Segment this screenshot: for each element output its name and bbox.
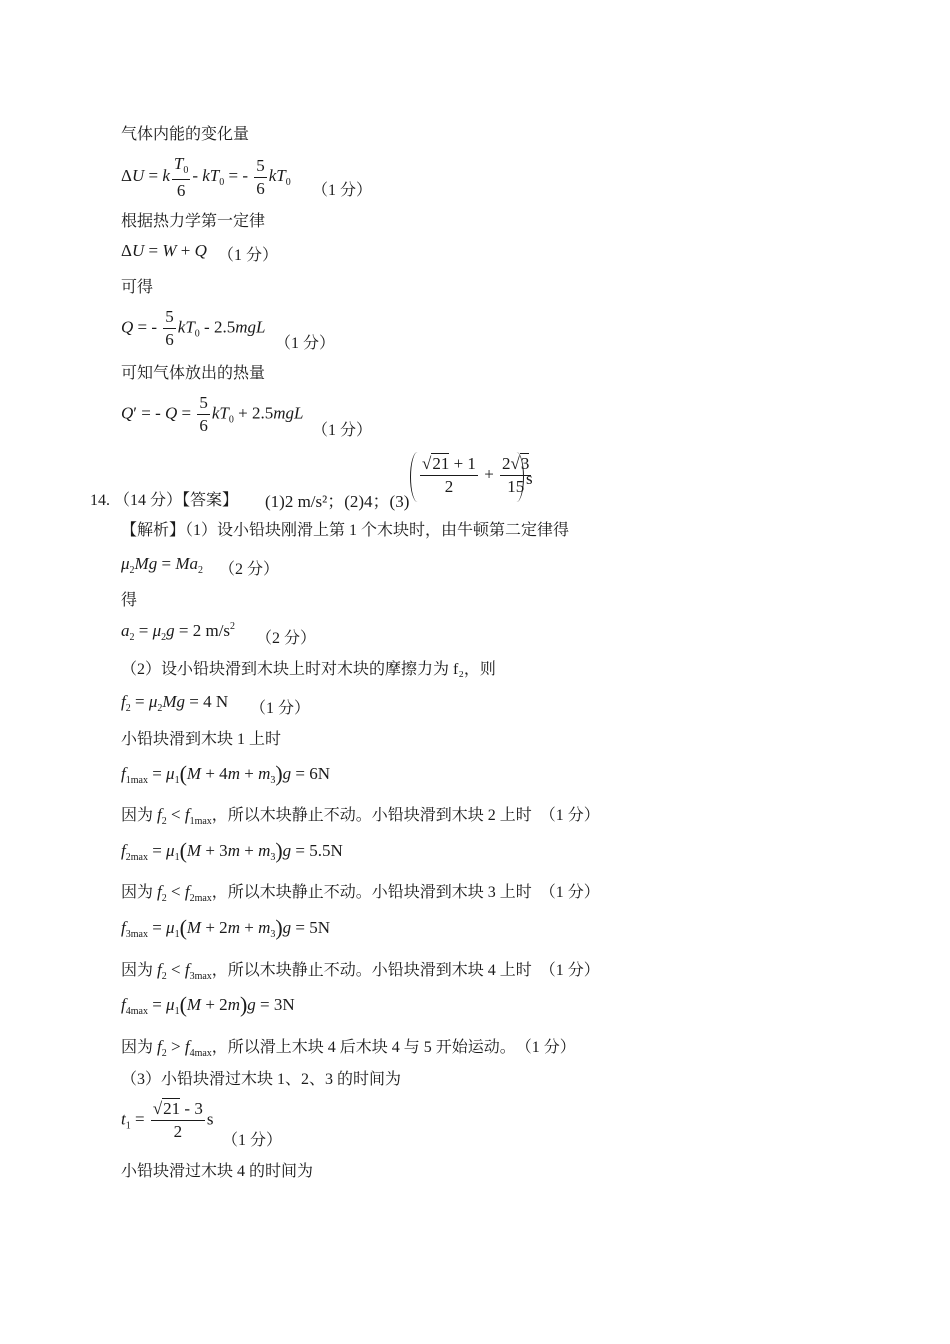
- text-internal-energy-change: 气体内能的变化量: [121, 126, 250, 143]
- equation-f1max: $f_{1max} = \mu_1(M + 4m + m_3)g = 6N$: [121, 761, 331, 786]
- analysis-part1: 【解析】（1）设小铅块刚滑上第 1 个木块时，由牛顿第二定律得: [121, 522, 570, 539]
- equation-a2: $a_2 = \mu_2g = 2$ $m/s^2$: [121, 621, 236, 643]
- score-label: （2 分）: [219, 561, 280, 578]
- equation-q-prime: Q′ = - Q = $\frac{5}{6}$ $kT_0 + 2.5mgL$: [121, 393, 304, 435]
- comparison-line-2: 因为 $f_2 < f_{2max}$，所以木块静止不动。小铅块滑到木块 3 上时 （1 分）: [121, 882, 600, 904]
- comparison-text: ，所以木块静止不动。小铅块滑到木块 2 上时 （1 分）: [211, 807, 600, 824]
- score-label: （1 分）: [312, 182, 373, 199]
- score-label: （1 分）: [312, 422, 373, 439]
- equation-f2max: $f_{2max} = \mu_1(M + 3m + m_3)g = 5.5N$: [121, 838, 343, 863]
- text-de: 得: [121, 592, 138, 609]
- question-14-answer: (1)2 m/s²；(2)4；(3): [265, 492, 410, 511]
- score-label: （1 分）: [222, 1132, 283, 1149]
- comparison-text: ，所以木块静止不动。小铅块滑到木块 3 上时 （1 分）: [211, 884, 600, 901]
- equation-t1: $t_1$ = $\frac{√21 - 3}{2}$ s: [121, 1099, 214, 1141]
- analysis-part2: （2）设小铅块滑到木块上时对木块的摩擦力为 f₂，则: [121, 661, 496, 678]
- equation-q: Q = - $\frac{5}{6}$ $kT_0 - 2.5mgL$: [121, 307, 266, 349]
- equation-f2: $f_2 = \mu_2Mg = 4$ N: [121, 692, 229, 714]
- comparison-line-3: 因为 $f_2 < f_{3max}$，所以木块静止不动。小铅块滑到木块 4 上时 （1 分）: [121, 960, 600, 982]
- text-slide-block1: 小铅块滑到木块 1 上时: [121, 731, 282, 748]
- comparison-line-1: 因为 $f_2 < f_{1max}$，所以木块静止不动。小铅块滑到木块 2 上时 （1 分）: [121, 805, 600, 827]
- text-obtain: 可得: [121, 279, 154, 296]
- answer-part3-expression: $\frac{√21 + 1}{2}$ + $\frac{2√3}{15}$: [422, 454, 530, 496]
- equation-f4max: $f_{4max} = \mu_1(M + 2m)g = 3N$: [121, 992, 295, 1017]
- comparison-text: ，所以木块静止不动。小铅块滑到木块 4 上时 （1 分）: [211, 962, 600, 979]
- answer-unit: s: [526, 469, 533, 488]
- text-heat-released: 可知气体放出的热量: [121, 365, 266, 382]
- equation-delta-u: ΔU = k $\frac{T_0}{6}$ - $kT_0$ = - $\frac{5}{6}$ $kT_0$: [121, 154, 291, 200]
- analysis-part3: （3）小铅块滑过木块 1、2、3 的时间为: [121, 1071, 402, 1088]
- text-first-law: 根据热力学第一定律: [121, 213, 266, 230]
- question-14-header: 14. （14 分）【答案】: [90, 492, 239, 509]
- score-label: （1 分）: [250, 700, 311, 717]
- score-label: （2 分）: [256, 630, 317, 647]
- score-label: （1 分）: [275, 335, 336, 352]
- text-time-block4: 小铅块滑过木块 4 的时间为: [121, 1163, 314, 1180]
- equation-f3max: $f_{3max} = \mu_1(M + 2m + m_3)g = 5N$: [121, 915, 331, 940]
- comparison-text: ，所以滑上木块 4 后木块 4 与 5 开始运动。 （1 分）: [211, 1039, 576, 1056]
- equation-first-law: ΔU = W + Q: [121, 241, 207, 260]
- equation-newton-second: $\mu_2Mg = Ma_2$: [121, 554, 203, 576]
- score-label: （1 分）: [218, 247, 279, 264]
- comparison-line-4: 因为 $f_2 > f_{4max}$，所以滑上木块 4 后木块 4 与 5 开始运动。 （1 分）: [121, 1037, 576, 1059]
